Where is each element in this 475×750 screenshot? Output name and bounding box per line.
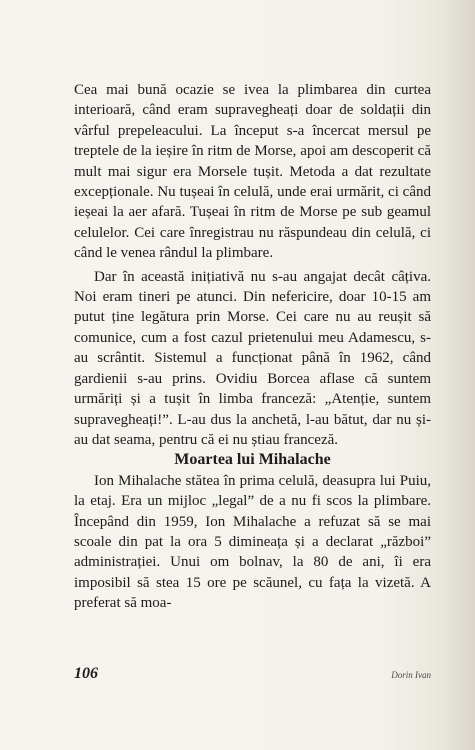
page-number: 106	[74, 665, 98, 682]
section-heading: Moartea lui Mihalache	[174, 451, 331, 469]
running-author: Dorin Ivan	[391, 670, 431, 680]
paragraph-1: Cea mai bună ocazie se ivea la plimbarea din curtea interioară, când eram supravegheați doar de soldații din vârful prepeleacului. La început s-a încercat mersul pe treptele de la ieșire în ritm de Morse, apoi am descoperit că mult mai sigur era Morsele tușit. Metoda a dat rezultate excepționale. Nu tușeai în celulă, unde erai urmărit, ci când ieșeai la aer afară. Tușeai în ritm de Morse pe sub geamul celulelor. Cei care înregistrau nu răspundeau din celulă, ci când le venea rândul la plimbare.	[74, 82, 431, 262]
page-body	[74, 80, 431, 614]
paragraph-3: Ion Mihalache stătea în prima celulă, deasupra lui Puiu, la etaj. Era un mijloc „legal” de a nu fi scos la plimbare. Începând din 1959, Ion Mihalache a refuzat să se mai scoale din pat la ora 5 dimineața și a declarat „război” administrației. Unui om bolnav, la 80 de ani, îi era imposibil să stea 15 ore pe scăunel, cu fața la vizetă. A preferat să moa-	[74, 472, 431, 612]
paragraph-2: Dar în această inițiativă nu s-au angajat decât câțiva. Noi eram tineri pe atunci. Din nefericire, doar 10-15 am putut ține legătura prin Morse. Cei care nu au reușit să comunice, cum a fost cazul prietenului meu Adamescu, s-au scrântit. Sistemul a funcționat până în 1962, când gardienii s-au prins. Ovidiu Borcea aflase că suntem urmăriți și a tușit în limba franceză: „Atenție, suntem supravegheați!”. L-au dus la anchetă, l-au bătut, dar nu și-au dat seama, pentru că ei nu știau franceză.	[74, 268, 431, 448]
page-footer	[74, 665, 431, 683]
